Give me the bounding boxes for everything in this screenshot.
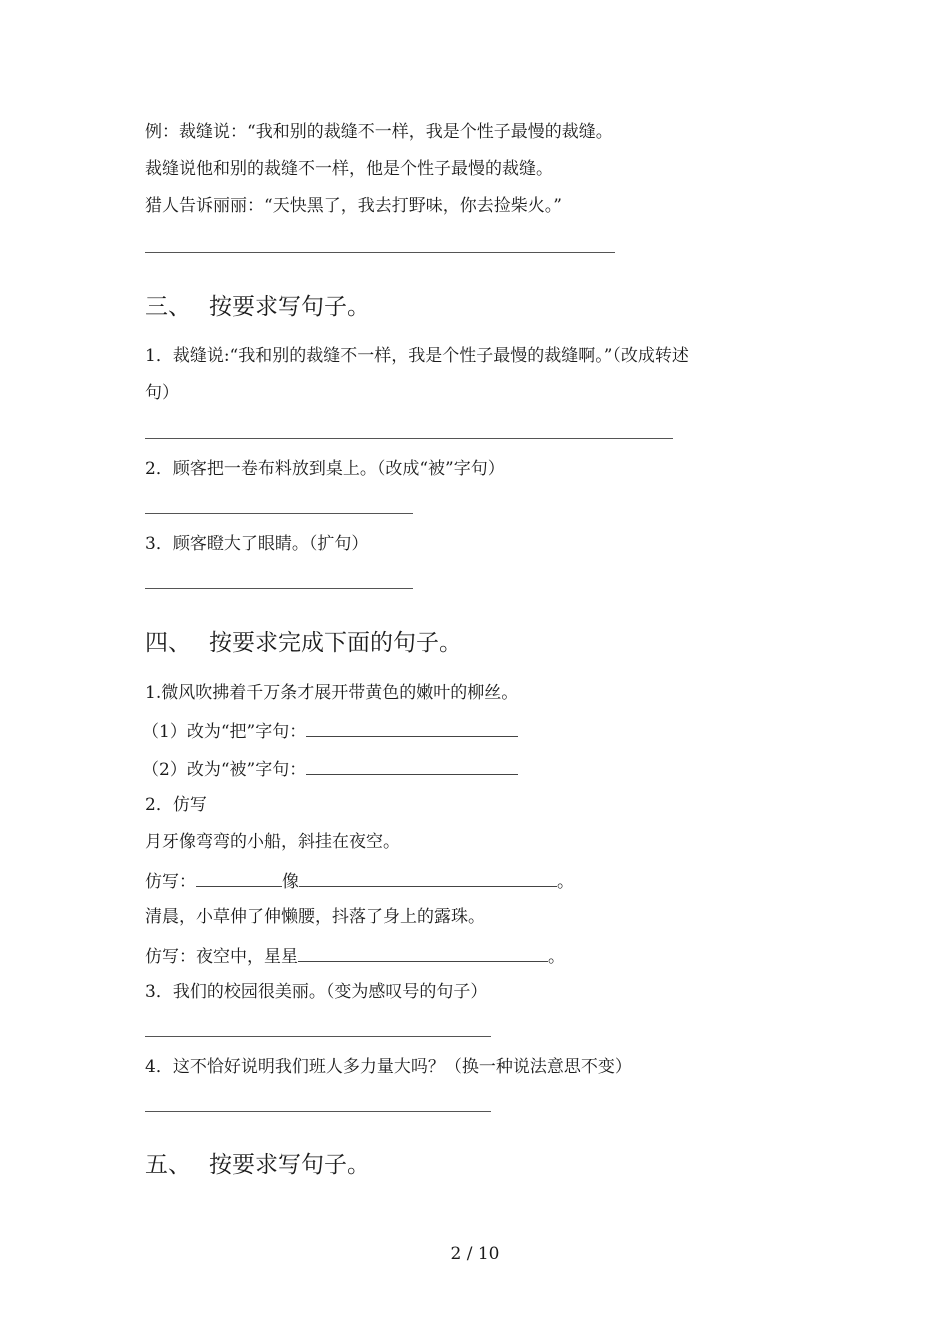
s3-question-1-line-2: 句） bbox=[145, 383, 179, 403]
section-5-title: 按要求写句子。 bbox=[209, 1152, 370, 1178]
s3-question-1-line-1: 1．裁缝说:“我和别的裁缝不一样，我是个性子最慢的裁缝啊。”（改成转述 bbox=[145, 346, 689, 366]
section-5-heading bbox=[145, 1150, 370, 1180]
section-3-heading bbox=[145, 292, 370, 322]
section-4-title: 按要求完成下面的句子。 bbox=[209, 630, 462, 656]
section-3-number: 三、 bbox=[145, 294, 191, 320]
s4-question-3: 3．我们的校园很美丽。（变为感叹号的句子） bbox=[145, 982, 488, 1002]
answer-line[interactable] bbox=[145, 513, 413, 514]
answer-line[interactable] bbox=[145, 1111, 491, 1112]
s4-question-4: 4．这不恰好说明我们班人多力量大吗？（换一种说法意思不变） bbox=[145, 1057, 632, 1077]
s4-question-2-imitation-1 bbox=[145, 868, 574, 894]
section-4-heading bbox=[145, 628, 462, 658]
s4-question-2: 2．仿写 bbox=[145, 795, 207, 815]
section-4-number: 四、 bbox=[145, 630, 191, 656]
s4-question-2-sentence-1: 月牙像弯弯的小船，斜挂在夜空。 bbox=[145, 832, 400, 852]
s4-question-2-sentence-2: 清晨，小草伸了伸懒腰，抖落了身上的露珠。 bbox=[145, 907, 485, 927]
fill-blank[interactable] bbox=[299, 868, 557, 887]
fill-blank[interactable] bbox=[298, 943, 548, 962]
fill-blank[interactable] bbox=[196, 868, 282, 887]
section-5-number: 五、 bbox=[145, 1152, 191, 1178]
fill-blank[interactable] bbox=[306, 756, 518, 775]
answer-line[interactable] bbox=[145, 1036, 491, 1037]
answer-line[interactable] bbox=[145, 588, 413, 589]
s4-question-1b bbox=[142, 756, 518, 782]
answer-line[interactable] bbox=[145, 252, 615, 253]
example-line-3: 猎人告诉丽丽：“天快黑了，我去打野味，你去捡柴火。” bbox=[145, 196, 562, 216]
example-line-1: 例：裁缝说：“我和别的裁缝不一样，我是个性子最慢的裁缝。 bbox=[145, 122, 613, 142]
s3-question-3: 3．顾客瞪大了眼睛。（扩句） bbox=[145, 534, 369, 554]
page-number: 2 / 10 bbox=[450, 1244, 500, 1264]
section-3-title: 按要求写句子。 bbox=[209, 294, 370, 320]
imitation-prefix: 仿写：夜空中，星星 bbox=[145, 947, 298, 967]
fill-blank[interactable] bbox=[306, 718, 518, 737]
s4-question-1a-label: （1）改为“把”字句： bbox=[142, 722, 307, 742]
s4-question-1a bbox=[142, 718, 518, 744]
imitation-end: 。 bbox=[548, 947, 565, 967]
s4-question-1b-label: （2）改为“被”字句： bbox=[142, 760, 307, 780]
s4-question-2-imitation-2 bbox=[145, 943, 565, 969]
imitation-mid: 像 bbox=[282, 872, 299, 892]
example-line-2: 裁缝说他和别的裁缝不一样，他是个性子最慢的裁缝。 bbox=[145, 159, 553, 179]
s3-question-2: 2．顾客把一卷布料放到桌上。（改成“被”字句） bbox=[145, 459, 505, 479]
s4-question-1: 1.微风吹拂着千万条才展开带黄色的嫩叶的柳丝。 bbox=[145, 683, 519, 703]
answer-line[interactable] bbox=[145, 438, 673, 439]
imitation-prefix: 仿写： bbox=[145, 872, 196, 892]
imitation-end: 。 bbox=[557, 872, 574, 892]
